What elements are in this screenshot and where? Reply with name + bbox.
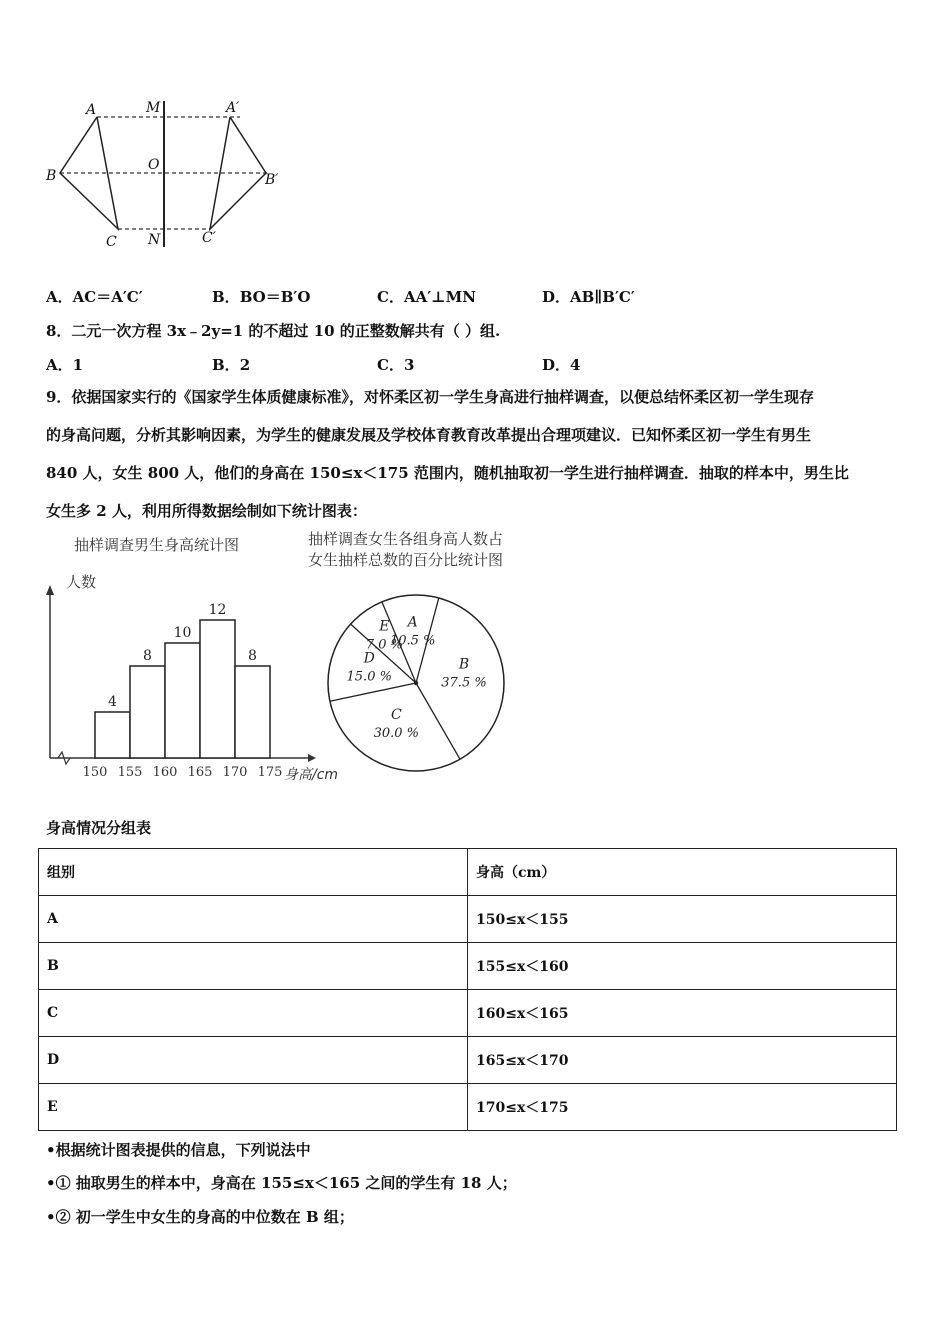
q7-option-b[interactable]: B．BO＝B′O (212, 288, 311, 306)
bar-chart-title: 抽样调查男生身高统计图 (74, 536, 240, 554)
q7-option-d[interactable]: D．AB∥B′C′ (542, 288, 635, 306)
x-tick-label: 170 (222, 765, 248, 780)
q8-option-a[interactable]: A．1 (46, 356, 84, 374)
bar-value-label: 12 (208, 602, 227, 618)
pie-chart (318, 585, 518, 785)
q7-option-a[interactable]: A．AC＝A′C′ (46, 288, 143, 306)
x-tick-label: 165 (187, 765, 213, 780)
pie-slice-label: B (458, 656, 470, 673)
geometry-figure (40, 95, 300, 255)
bar (165, 643, 200, 758)
table-cell: B (39, 943, 468, 990)
x-tick-label: 160 (152, 765, 178, 780)
point-label-b2: B′ (265, 172, 279, 188)
bar-chart (40, 565, 350, 785)
q8-option-d[interactable]: D．4 (542, 356, 581, 374)
table-cell: 160≤x＜165 (468, 990, 897, 1037)
statement-intro: •根据统计图表提供的信息，下列说法中 (46, 1141, 311, 1159)
pie-chart-title-line1: 抽样调查女生各组身高人数占 (308, 530, 504, 548)
q8-stem: 8．二元一次方程 3x﹣2y=1 的不超过 10 的正整数解共有（ ）组. (46, 322, 501, 340)
x-tick-label: 150 (82, 765, 108, 780)
table-cell: E (39, 1084, 468, 1131)
q9-line: 9．依据国家实行的《国家学生体质健康标准》，对怀柔区初一学生身高进行抽样调查，以便总结怀柔区初一学生现存 (46, 388, 814, 406)
x-axis-arrow (308, 754, 316, 762)
pie-slice-value: 30.0 % (373, 726, 420, 742)
point-label-n: N (148, 232, 161, 248)
q9-line: 的身高问题，分析其影响因素，为学生的健康发展及学校体育教育改革提出合理项建议．已知怀柔区初一学生有男生 (46, 426, 812, 444)
point-label-c2: C′ (202, 230, 216, 246)
pie-slice-value: 10.5 % (389, 633, 436, 649)
bar-value-label: 8 (248, 648, 257, 664)
table-cell: A (39, 896, 468, 943)
table-header-cell: 身高（cm） (468, 849, 897, 896)
y-axis-arrow (46, 585, 54, 595)
point-label-m: M (146, 100, 161, 116)
height-group-table (38, 848, 897, 1131)
pie-center (414, 681, 418, 685)
q9-line: 840 人，女生 800 人，他们的身高在 150≤x＜175 范围内，随机抽取初一学生进行抽样调查．抽取的样本中，男生比 (46, 464, 849, 482)
q9-line: 女生多 2 人，利用所得数据绘制如下统计图表： (46, 502, 367, 520)
statement-1: •① 抽取男生的样本中，身高在 155≤x＜165 之间的学生有 18 人； (46, 1174, 517, 1192)
pie-slice-label: C (390, 707, 402, 724)
point-label-o: O (148, 157, 160, 173)
bar-value-label: 10 (173, 625, 192, 641)
table-cell: D (39, 1037, 468, 1084)
q8-option-b[interactable]: B．2 (212, 356, 251, 374)
pie-slice-value: 37.5 % (441, 675, 487, 691)
x-axis-label: 身高/cm (284, 767, 339, 783)
table-title: 身高情况分组表 (46, 819, 152, 837)
pie-slice-label: A (407, 614, 418, 631)
table-row (39, 896, 897, 943)
pie-slice-value: 15.0 % (346, 669, 392, 685)
table-cell: 170≤x＜175 (468, 1084, 897, 1131)
point-label-b: B (46, 168, 57, 184)
bar (130, 666, 165, 758)
point-label-c: C (106, 234, 117, 250)
statement-2: •② 初一学生中女生的身高的中位数在 B 组； (46, 1208, 354, 1226)
table-row (39, 1037, 897, 1084)
table-header-cell: 组别 (39, 849, 468, 896)
bar (235, 666, 270, 758)
table-row (39, 990, 897, 1037)
table-cell: 150≤x＜155 (468, 896, 897, 943)
q8-option-c[interactable]: C．3 (377, 356, 415, 374)
table-row (39, 943, 897, 990)
table-cell: 165≤x＜170 (468, 1037, 897, 1084)
table-cell: 155≤x＜160 (468, 943, 897, 990)
bar (95, 712, 130, 758)
y-axis-label: 人数 (66, 573, 97, 591)
bar (200, 620, 235, 758)
pie-chart-title-line2: 女生抽样总数的百分比统计图 (308, 551, 504, 569)
table-cell: C (39, 990, 468, 1037)
pie-slice-label: E (379, 618, 390, 635)
point-label-a: A (86, 102, 97, 118)
x-tick-label: 155 (117, 765, 143, 780)
table-row (39, 1084, 897, 1131)
x-tick-label: 175 (257, 765, 283, 780)
table-header-row (39, 849, 897, 896)
pie-slice-label: D (363, 650, 375, 667)
point-label-a2: A′ (226, 100, 240, 116)
pie-slice-value: 7.0 % (365, 637, 403, 653)
bar-value-label: 4 (108, 694, 117, 710)
q9-text (46, 378, 912, 530)
q7-option-c[interactable]: C．AA′⊥MN (377, 288, 476, 306)
bar-value-label: 8 (143, 648, 152, 664)
